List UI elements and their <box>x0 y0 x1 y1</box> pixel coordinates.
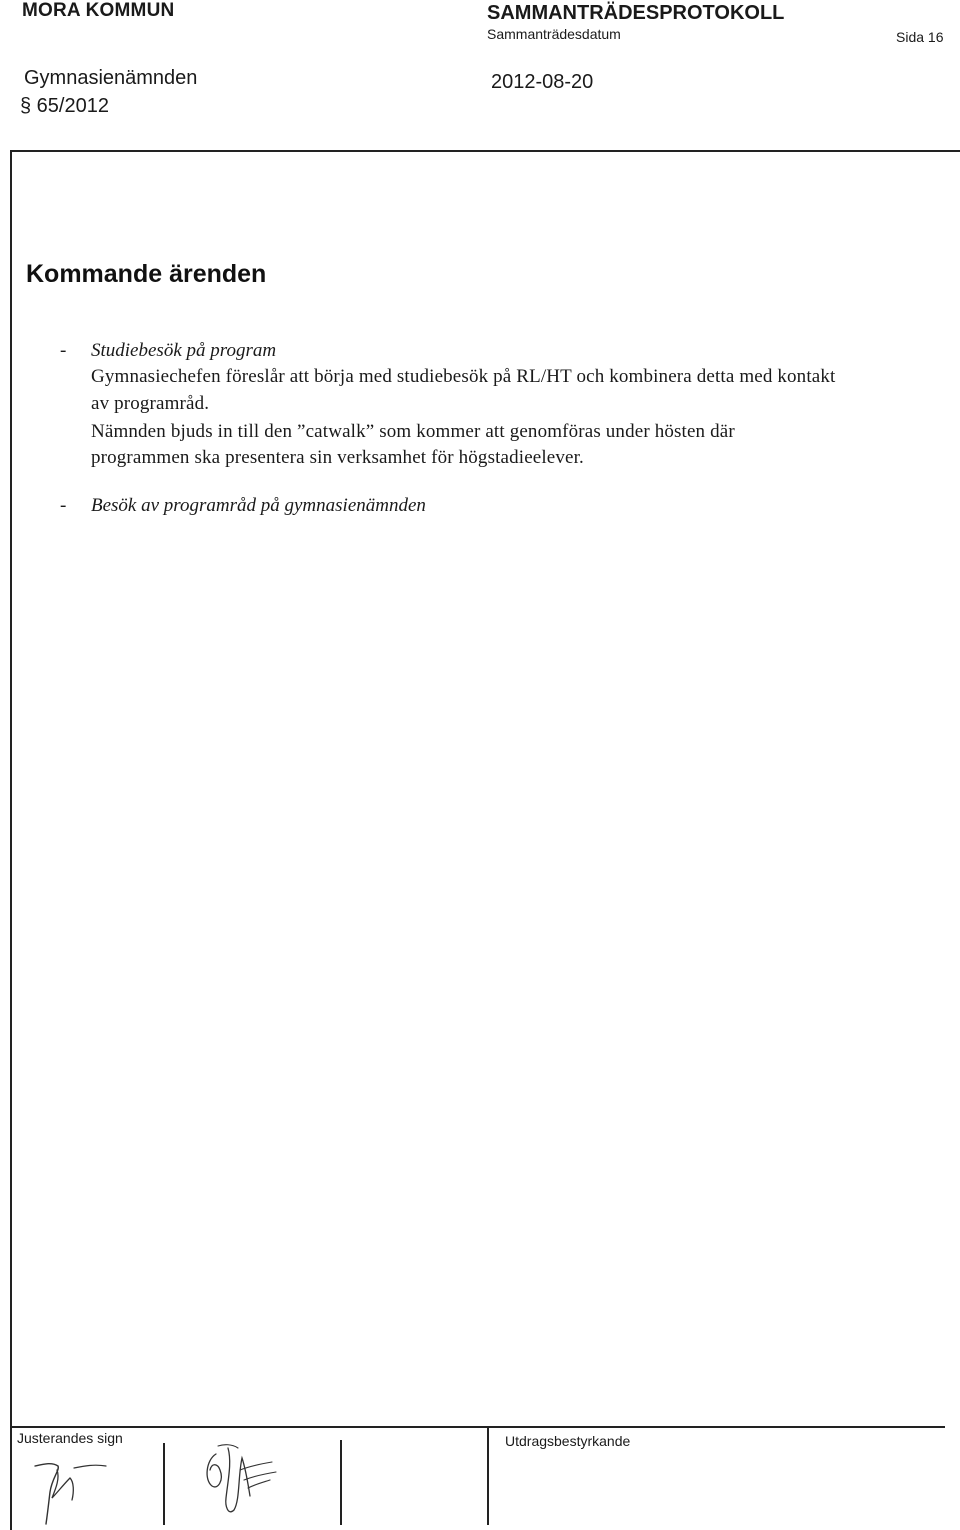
page-number: Sida 16 <box>896 29 944 45</box>
top-frame-line <box>10 150 960 152</box>
meeting-date-label: Sammanträdesdatum <box>487 26 621 42</box>
item-text-line: Gymnasiechefen föreslår att börja med studiebesök på RL/HT och kombinera detta med kontakt <box>91 366 836 387</box>
document-type: SAMMANTRÄDESPROTOKOLL <box>487 2 785 24</box>
extract-certification-label: Utdragsbestyrkande <box>505 1433 631 1449</box>
item-text-line: Nämnden bjuds in till den ”catwalk” som kommer att genomföras under hösten där <box>91 421 735 442</box>
signature-divider <box>340 1440 342 1525</box>
item-text-line: programmen ska presentera sin verksamhet för högstadieelever. <box>91 447 584 468</box>
meeting-date: 2012-08-20 <box>491 71 594 93</box>
section-number: § 65/2012 <box>20 95 109 117</box>
organization-name: MORA KOMMUN <box>22 0 175 21</box>
initials-signature-1 <box>30 1448 120 1530</box>
committee-name: Gymnasienämnden <box>24 67 198 89</box>
item-dash: - <box>60 495 67 516</box>
left-frame-line <box>10 150 12 1530</box>
signature-label: Justerandes sign <box>17 1430 123 1446</box>
footer-top-line <box>10 1426 945 1428</box>
signature-divider <box>487 1428 489 1525</box>
signature-divider <box>163 1443 165 1525</box>
item-title: Studiebesök på program <box>91 340 277 361</box>
initials-signature-2 <box>198 1440 288 1525</box>
section-heading: Kommande ärenden <box>26 260 267 288</box>
item-text-line: av programråd. <box>91 393 210 414</box>
item-title: Besök av programråd på gymnasienämnden <box>91 495 426 516</box>
item-dash: - <box>60 340 67 361</box>
